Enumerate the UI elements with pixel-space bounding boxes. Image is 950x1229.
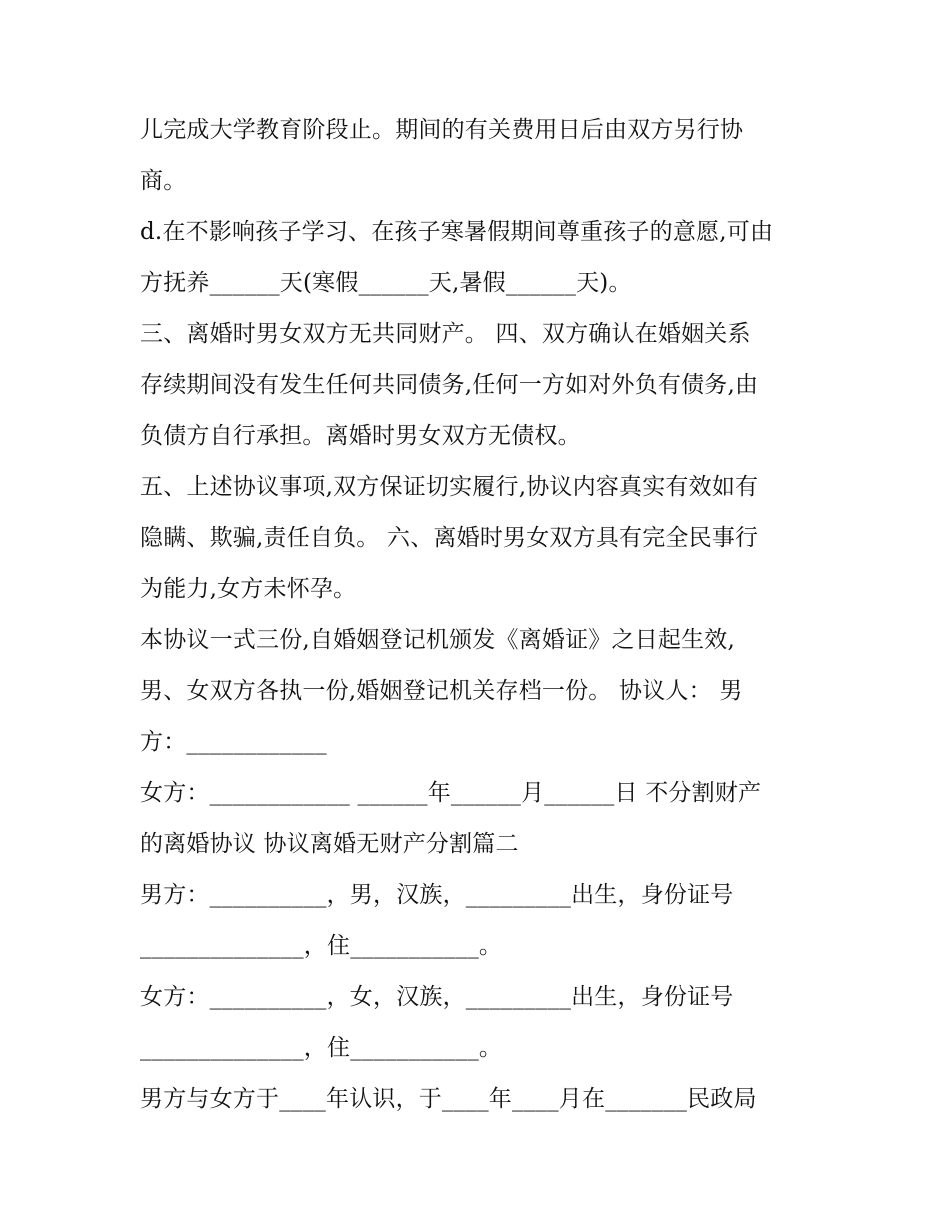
- text-line-03: d.在不影响孩子学习、在孩子寒暑假期间尊重孩子的意愿,可由: [140, 219, 774, 245]
- text-line-17: ______________，住___________。: [140, 933, 503, 959]
- text-line-09: 隐瞒、欺骗,责任自负。 六、离婚时男女双方具有完全民事行: [140, 525, 759, 551]
- text-line-15: 的离婚协议 协议离婚无财产分割篇二: [140, 831, 519, 857]
- text-line-07: 负债方自行承担。离婚时男女双方无债权。: [140, 423, 581, 449]
- text-line-08: 五、上述协议事项,双方保证切实履行,协议内容真实有效如有: [140, 474, 759, 500]
- text-line-02: 商。: [140, 168, 187, 194]
- text-line-20: 男方与女方于____年认识，于____年____月在_______民政局: [140, 1086, 757, 1112]
- text-line-19: ______________，住___________。: [140, 1035, 503, 1061]
- text-line-01: 儿完成大学教育阶段止。期间的有关费用日后由双方另行协: [140, 117, 744, 143]
- text-line-10: 为能力,女方未怀孕。: [140, 576, 357, 602]
- text-line-13: 方：____________: [140, 729, 327, 755]
- text-line-16: 男方：__________，男，汉族，_________出生，身份证号: [140, 882, 734, 908]
- text-line-06: 存续期间没有发生任何共同债务,任何一方如对外负有债务,由: [140, 372, 759, 398]
- text-line-05: 三、离婚时男女双方无共同财产。 四、双方确认在婚姻关系: [140, 321, 751, 347]
- text-line-18: 女方：__________，女，汉族，_________出生，身份证号: [140, 984, 734, 1010]
- text-line-11: 本协议一式三份,自婚姻登记机颁发《离婚证》之日起生效,: [140, 627, 736, 653]
- text-line-04: 方抚养______天(寒假______天,暑假______天)。: [140, 270, 632, 296]
- text-line-14: 女方：____________ ______年______月______日 不分割财产: [140, 780, 762, 806]
- text-line-12: 男、女双方各执一份,婚姻登记机关存档一份。 协议人： 男: [140, 678, 743, 704]
- agreement-text: [140, 105, 820, 1125]
